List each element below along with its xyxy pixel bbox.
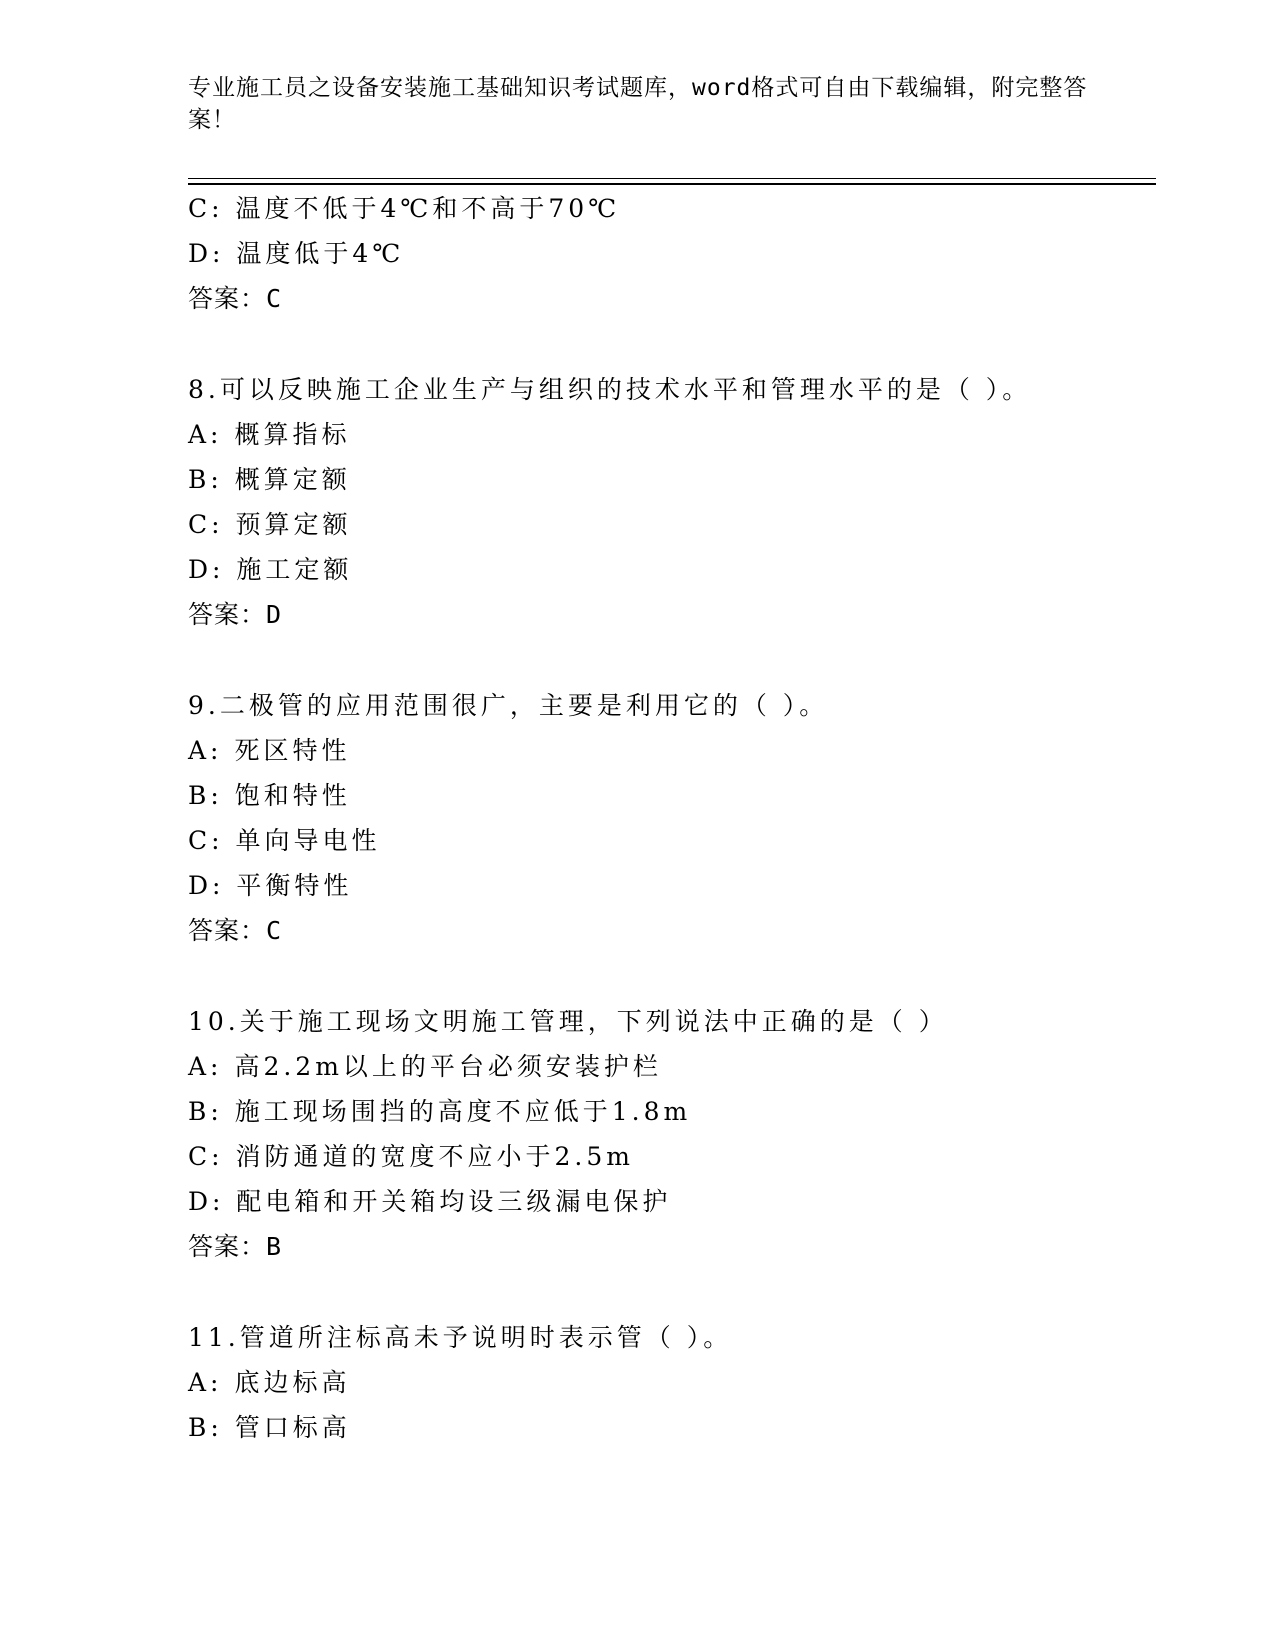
option-text: 饱和特性	[234, 781, 351, 810]
option-label: D:	[188, 871, 225, 900]
answer-value: B	[266, 1232, 283, 1261]
option-label: A:	[188, 1052, 223, 1081]
answer-label: 答案：	[188, 916, 267, 945]
document-header: 专业施工员之设备安装施工基础知识考试题库，word格式可自由下载编辑，附完整答案！	[188, 75, 1088, 133]
option-text: 平衡特性	[236, 871, 353, 900]
option-label: A:	[188, 1368, 223, 1397]
option-text: 施工现场围挡的高度不应低于1.8m	[234, 1097, 692, 1126]
answer-value: C	[266, 284, 283, 313]
option-text: 管口标高	[234, 1413, 351, 1442]
option-text: 预算定额	[235, 510, 352, 539]
option-text: 高2.2m以上的平台必须安装护栏	[234, 1052, 662, 1081]
option-label: B:	[188, 781, 223, 810]
option-text: 概算指标	[234, 420, 351, 449]
option-text: 单向导电性	[235, 826, 381, 855]
option-c	[188, 508, 352, 542]
answer-value: C	[266, 916, 283, 945]
option-text: 配电箱和开关箱均设三级漏电保护	[236, 1187, 672, 1216]
option-text: 温度不低于4℃和不高于70℃	[235, 194, 621, 223]
option-d	[188, 553, 352, 587]
answer-label: 答案：	[188, 284, 267, 313]
option-text: 温度低于4℃	[236, 239, 405, 268]
option-label: A:	[188, 736, 223, 765]
option-label: B:	[188, 1413, 223, 1442]
option-text: 死区特性	[234, 736, 351, 765]
option-d	[188, 869, 352, 903]
option-b	[188, 1411, 351, 1445]
answer-line	[188, 1230, 282, 1264]
question-stem: 10.关于施工现场文明施工管理，下列说法中正确的是（ ）	[188, 1007, 948, 1036]
answer-line	[188, 598, 282, 632]
option-text: 消防通道的宽度不应小于2.5m	[235, 1142, 634, 1171]
option-b	[188, 463, 351, 497]
option-label: D:	[188, 1187, 225, 1216]
option-text: 概算定额	[234, 465, 351, 494]
option-label: C:	[188, 510, 224, 539]
option-label: C:	[188, 826, 224, 855]
answer-line	[188, 282, 282, 316]
question-stem: 9.二极管的应用范围很广，主要是利用它的（ ）。	[188, 691, 829, 720]
option-d	[188, 237, 404, 271]
option-text: 底边标高	[234, 1368, 351, 1397]
option-label: D:	[188, 555, 225, 584]
option-text: 施工定额	[236, 555, 353, 584]
option-b	[188, 779, 351, 813]
option-label: D:	[188, 239, 225, 268]
answer-line	[188, 914, 282, 948]
option-label: C:	[188, 194, 224, 223]
option-label: B:	[188, 465, 223, 494]
answer-label: 答案：	[188, 1232, 267, 1261]
option-a	[188, 1050, 662, 1084]
option-label: B:	[188, 1097, 223, 1126]
question-stem: 8.可以反映施工企业生产与组织的技术水平和管理水平的是（ ）。	[188, 375, 1032, 404]
option-a	[188, 1366, 350, 1400]
question-stem: 11.管道所注标高未予说明时表示管（ ）。	[188, 1323, 733, 1352]
option-d	[188, 1185, 671, 1219]
option-c	[188, 1140, 634, 1174]
option-label: A:	[188, 420, 223, 449]
option-a	[188, 734, 350, 768]
header-rule-thick	[188, 183, 1156, 185]
option-label: C:	[188, 1142, 224, 1171]
option-c	[188, 824, 381, 858]
option-c	[188, 192, 620, 226]
option-b	[188, 1095, 691, 1129]
answer-label: 答案：	[188, 600, 267, 629]
answer-value: D	[266, 600, 283, 629]
option-a	[188, 418, 350, 452]
header-rule-thin	[188, 178, 1156, 179]
